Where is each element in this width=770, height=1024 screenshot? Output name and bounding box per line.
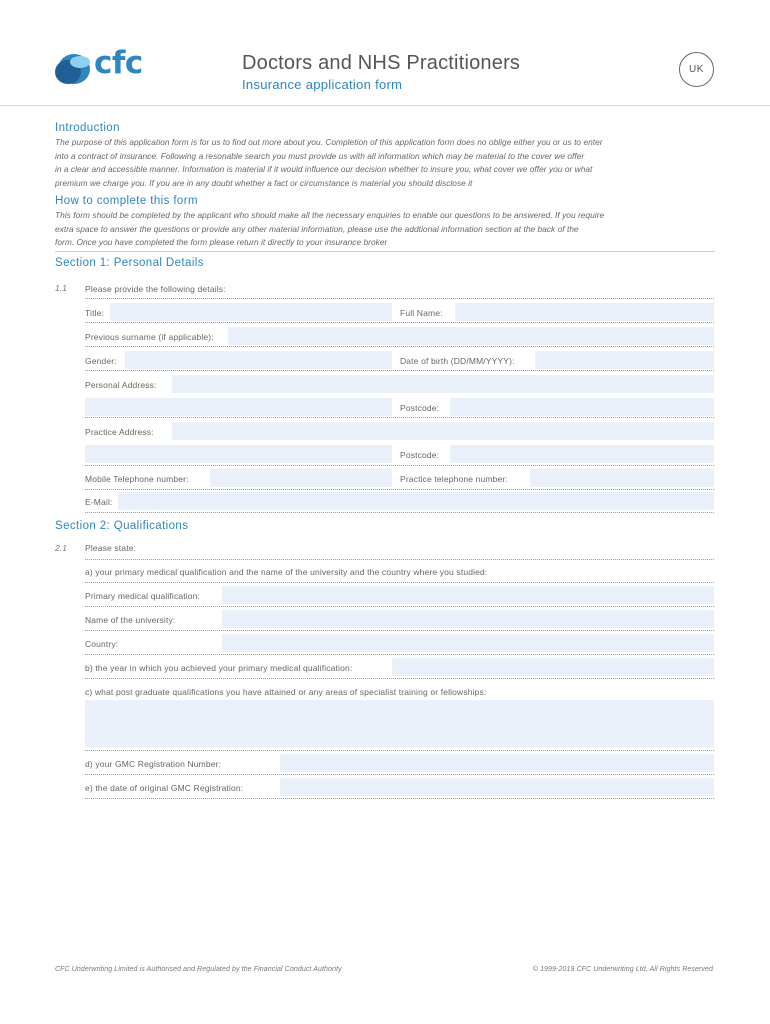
personal-postcode-field[interactable] xyxy=(450,398,714,416)
gmc-number-field[interactable] xyxy=(280,754,714,772)
university-label: Name of the university: xyxy=(85,615,176,625)
practice-address-field-line2[interactable] xyxy=(85,445,392,463)
footer-copyright: © 1999-2019 CFC Underwriting Ltd, All Rights Reserved xyxy=(532,966,713,973)
row-divider xyxy=(85,654,714,655)
form-title: Doctors and NHS Practitioners xyxy=(242,52,521,74)
how-to-complete-heading: How to complete this form xyxy=(55,195,198,207)
form-subtitle: Insurance application form xyxy=(242,77,403,92)
previous-surname-label: Previous surname (if applicable): xyxy=(85,332,214,342)
postcode-label: Postcode: xyxy=(400,403,440,413)
university-field[interactable] xyxy=(222,610,714,628)
row-divider xyxy=(85,630,714,631)
section1-prompt: Please provide the following details: xyxy=(85,284,226,294)
mobile-telephone-label: Mobile Telephone number: xyxy=(85,474,189,484)
introduction-heading: Introduction xyxy=(55,122,120,134)
row-divider xyxy=(85,774,714,775)
previous-surname-field[interactable] xyxy=(228,327,714,345)
postgraduate-qualifications-field[interactable] xyxy=(85,700,714,747)
country-label: Country: xyxy=(85,639,119,649)
section2-heading: Section 2: Qualifications xyxy=(55,520,189,532)
gender-field[interactable] xyxy=(125,351,392,369)
item-a-label: a) your primary medical qualification and the name of the university and the country where you studied: xyxy=(85,567,488,577)
introduction-text: The purpose of this application form is for us to find out more about you. Completion of this application form does no oblige either you or us to enter into a contract of insurance. Following a resonable search you must provide us with all information which may be material to the cover we offer in a clear and accessible manner. Information is material if it would influence our decision whether to insure you, what cover we offer you or what premium we charge you. If you are in any doubt whether a fact or circumstance is material you should disclose it xyxy=(55,137,603,188)
primary-qualification-label: Primary medical qualification: xyxy=(85,591,201,601)
section-divider xyxy=(55,251,715,252)
region-badge: UK xyxy=(679,52,714,87)
row-divider xyxy=(85,798,714,799)
email-field[interactable] xyxy=(118,492,714,510)
title-label: Title: xyxy=(85,308,105,318)
item-e-label: e) the date of original GMC Registration: xyxy=(85,783,244,793)
full-name-field[interactable] xyxy=(455,303,714,321)
title-field[interactable] xyxy=(110,303,392,321)
question-number-1-1: 1.1 xyxy=(55,283,67,293)
personal-address-field-line1[interactable] xyxy=(172,375,714,393)
item-b-label: b) the year in which you achieved your primary medical qualification: xyxy=(85,663,353,673)
gmc-registration-date-field[interactable] xyxy=(280,778,714,796)
row-divider xyxy=(85,750,714,751)
row-divider xyxy=(85,606,714,607)
section1-heading: Section 1: Personal Details xyxy=(55,257,204,269)
date-of-birth-label: Date of birth (DD/MM/YYYY): xyxy=(400,356,515,366)
row-divider xyxy=(85,512,714,513)
footer-regulatory-text: CFC Underwriting Limited is Authorised and Regulated by the Financial Conduct Authority xyxy=(55,966,342,973)
item-d-label: d) your GMC Registration Number: xyxy=(85,759,222,769)
gender-label: Gender: xyxy=(85,356,117,366)
row-divider xyxy=(85,489,714,490)
row-divider xyxy=(85,678,714,679)
practice-postcode-field[interactable] xyxy=(450,445,714,463)
question-number-2-1: 2.1 xyxy=(55,543,67,553)
cfc-logo-text: cfc xyxy=(94,45,143,81)
qualification-year-field[interactable] xyxy=(392,658,714,676)
personal-address-field-line2[interactable] xyxy=(85,398,392,416)
email-label: E-Mail: xyxy=(85,497,113,507)
cfc-logo-mark xyxy=(54,50,94,86)
row-divider xyxy=(85,298,714,299)
row-divider xyxy=(85,559,714,560)
personal-address-label: Personal Address: xyxy=(85,380,157,390)
mobile-telephone-field[interactable] xyxy=(210,469,392,487)
practice-telephone-field[interactable] xyxy=(530,469,714,487)
row-divider xyxy=(85,417,714,418)
date-of-birth-field[interactable] xyxy=(535,351,714,369)
primary-qualification-field[interactable] xyxy=(222,586,714,604)
row-divider xyxy=(85,346,714,347)
postcode-label: Postcode: xyxy=(400,450,440,460)
item-c-label: c) what post graduate qualifications you have attained or any areas of specialist training or fellowships: xyxy=(85,687,487,697)
row-divider xyxy=(85,465,714,466)
section2-prompt: Please state: xyxy=(85,543,137,553)
how-to-complete-text: This form should be completed by the applicant who should make all the necessary enquiries to enable our questions to be answered. If you require extra space to answer the questions or provide any other material information, please use the addtional information section at the back of the form. Once you have completed the form please return it directly to your insurance broker xyxy=(55,210,605,248)
practice-telephone-label: Practice telephone number: xyxy=(400,474,508,484)
row-divider xyxy=(85,370,714,371)
practice-address-label: Practice Address: xyxy=(85,427,154,437)
practice-address-field-line1[interactable] xyxy=(172,422,714,440)
full-name-label: Full Name: xyxy=(400,308,443,318)
row-divider xyxy=(85,322,714,323)
header-divider xyxy=(0,105,770,106)
row-divider xyxy=(85,582,714,583)
country-field[interactable] xyxy=(222,634,714,652)
